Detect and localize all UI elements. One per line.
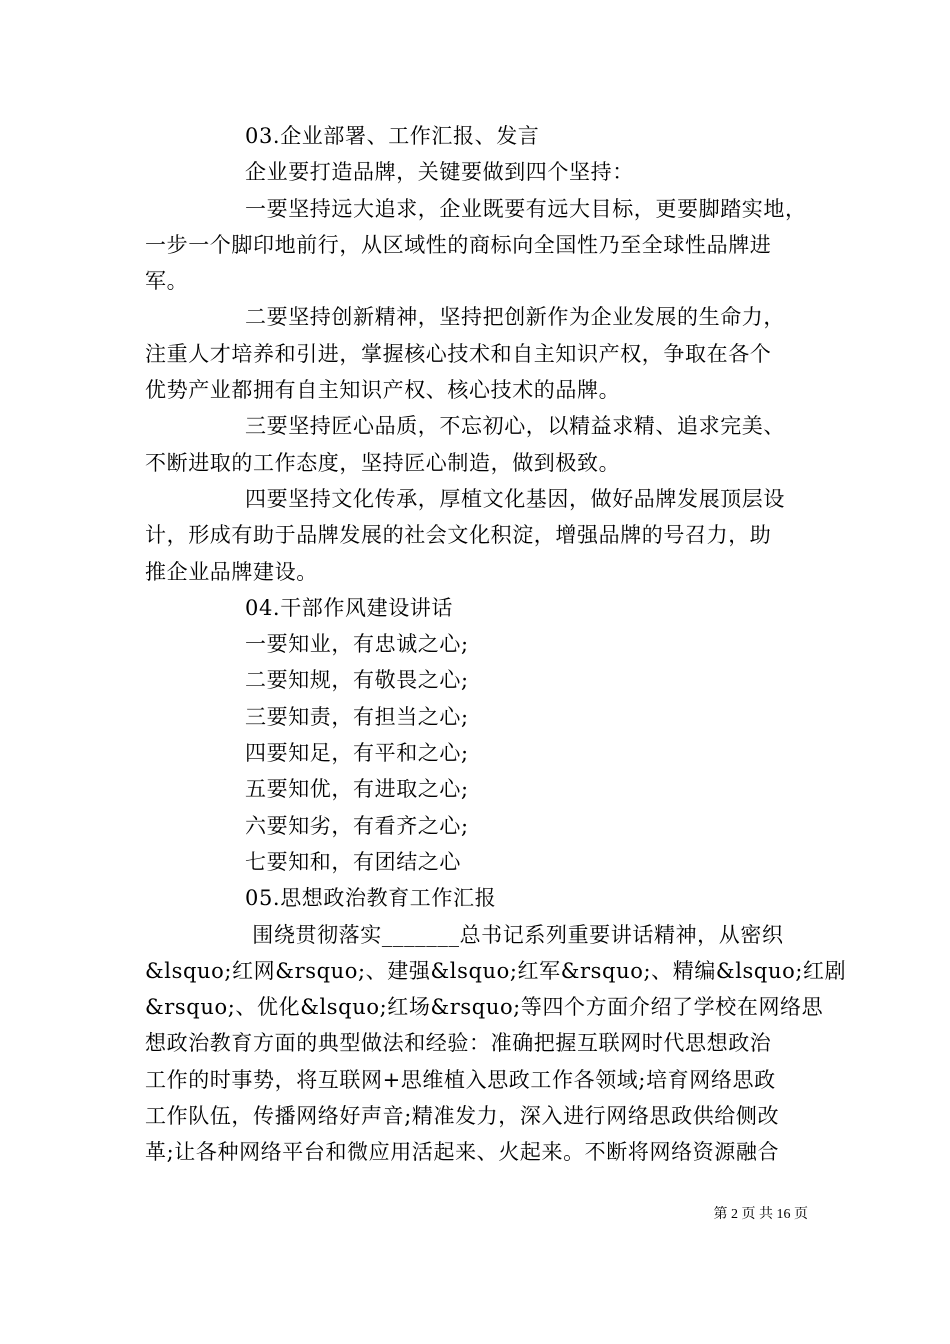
paragraph-line: 优势产业都拥有自主知识产权、核心技术的品牌。	[145, 378, 621, 403]
paragraph-line: 军。	[145, 269, 189, 294]
section-heading-03: 03.企业部署、工作汇报、发言	[245, 124, 540, 148]
paragraph-line: 四要坚持文化传承，厚植文化基因，做好品牌发展顶层设	[245, 486, 785, 511]
section-heading-05: 05.思想政治教育工作汇报	[245, 886, 497, 911]
list-item: 六要知劣，有看齐之心;	[245, 813, 469, 838]
page-number-footer: 第 2 页 共 16 页	[713, 1207, 808, 1222]
paragraph-line: &rsquo;、优化&lsquo;红场&rsquo;等四个方面介绍了学校在网络思	[145, 995, 824, 1020]
paragraph-line: 工作队伍，传播网络好声音;精准发力，深入进行网络思政供给侧改	[145, 1104, 780, 1129]
document-body	[145, 118, 847, 1171]
list-item: 四要知足，有平和之心;	[245, 741, 469, 766]
paragraph-line: 想政治教育方面的典型做法和经验：准确把握互联网时代思想政治	[145, 1031, 772, 1056]
list-item: 七要知和，有团结之心	[245, 849, 461, 874]
section-heading-04: 04.干部作风建设讲话	[245, 595, 453, 620]
list-item: 二要知规，有敬畏之心;	[245, 668, 469, 693]
paragraph-line: &lsquo;红网&rsquo;、建强&lsquo;红军&rsquo;、精编&lsquo;红剧	[145, 958, 847, 983]
paragraph-line: 革;让各种网络平台和微应用活起来、火起来。不断将网络资源融合	[145, 1140, 780, 1165]
paragraph-line: 一步一个脚印地前行，从区域性的商标向全国性乃至全球性品牌进	[145, 232, 772, 257]
paragraph-line: 推企业品牌建设。	[145, 559, 318, 584]
paragraph-line: 注重人才培养和引进，掌握核心技术和自主知识产权，争取在各个	[145, 341, 772, 366]
paragraph-line: 三要坚持匠心品质，不忘初心，以精益求精、追求完美、	[245, 414, 785, 439]
paragraph-line: 不断进取的工作态度，坚持匠心制造，做到极致。	[145, 450, 621, 475]
paragraph-line: 围绕贯彻落实_______总书记系列重要讲话精神，从密织	[245, 922, 784, 947]
list-item: 五要知优，有进取之心;	[245, 777, 469, 802]
paragraph-line: 计，形成有助于品牌发展的社会文化积淀，增强品牌的号召力，助	[145, 523, 772, 548]
paragraph-line: 一要坚持远大追求，企业既要有远大目标，更要脚踏实地，	[245, 196, 807, 221]
list-item: 三要知责，有担当之心;	[245, 704, 469, 729]
paragraph-line: 二要坚持创新精神，坚持把创新作为企业发展的生命力，	[245, 305, 785, 330]
paragraph-line: 企业要打造品牌，关键要做到四个坚持：	[245, 160, 634, 185]
paragraph-line: 工作的时事势，将互联网+思维植入思政工作各领域;培育网络思政	[145, 1067, 776, 1092]
list-item: 一要知业，有忠诚之心;	[245, 632, 469, 657]
